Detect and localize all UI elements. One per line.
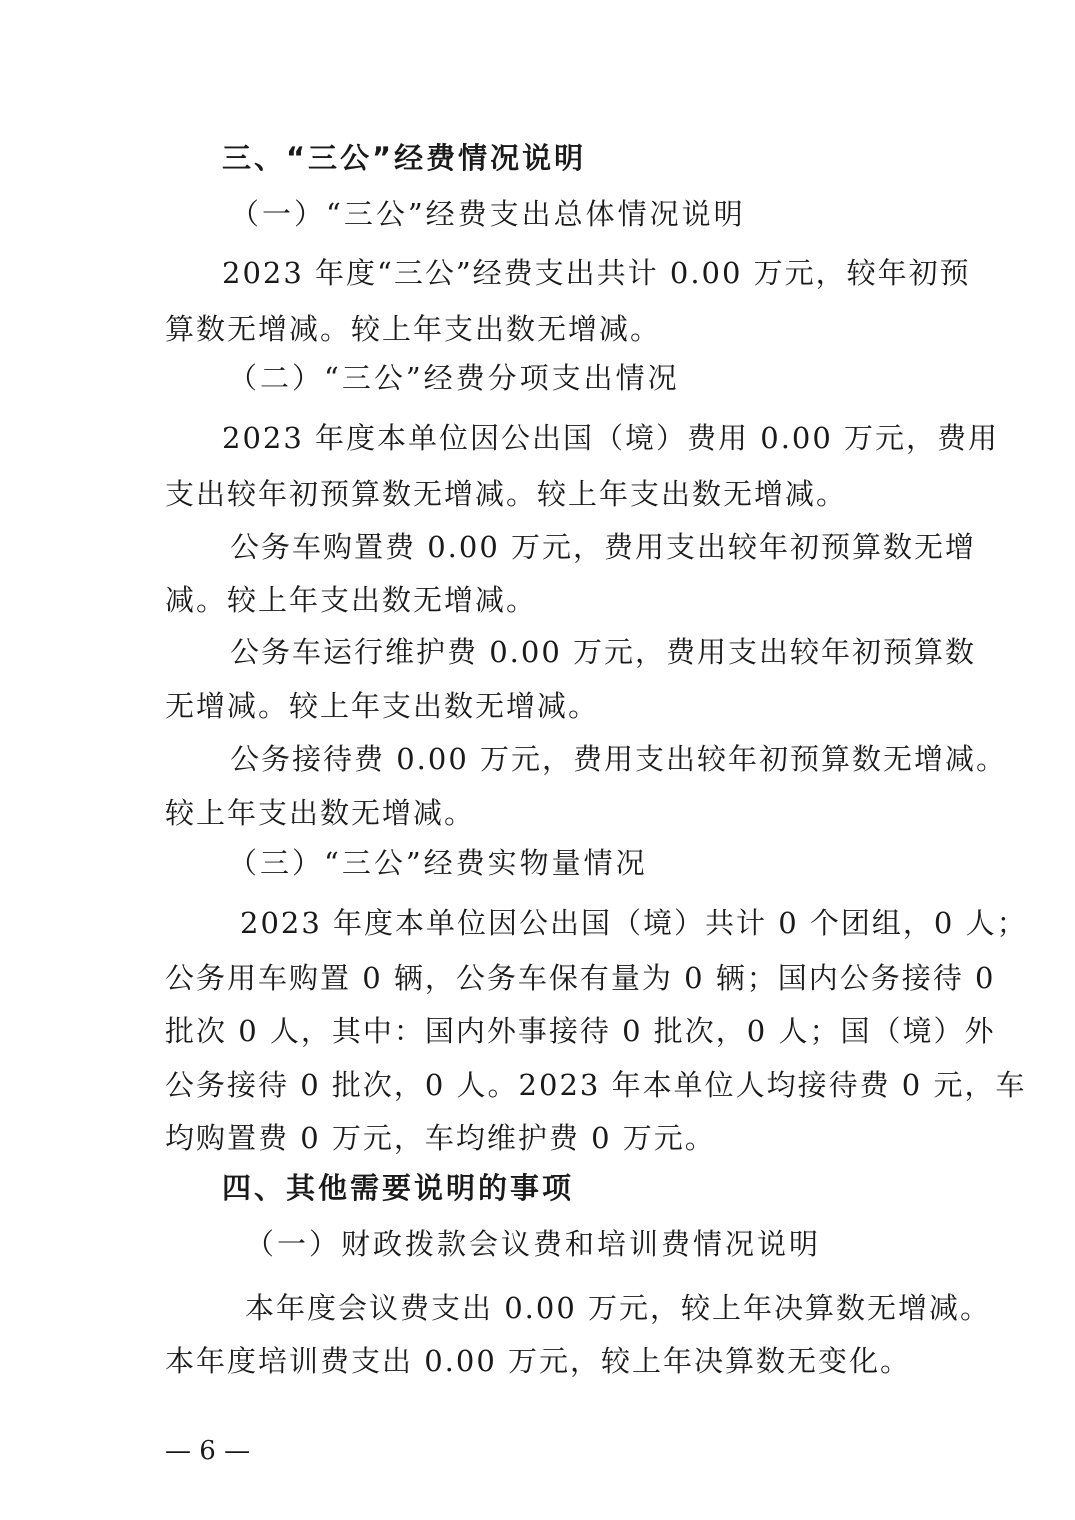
paragraph-line: 2023 年度本单位因公出国（境）费用 0.00 万元，费用 bbox=[222, 421, 1000, 455]
paragraph-line: 支出较年初预算数无增减。较上年支出数无增减。 bbox=[165, 477, 848, 511]
paragraph-line: 均购置费 0 万元，车均维护费 0 万元。 bbox=[165, 1121, 716, 1155]
subsection-title-4-1: （一）财政拨款会议费和培训费情况说明 bbox=[245, 1227, 822, 1261]
paragraph-line: 公务接待费 0.00 万元，费用支出较年初预算数无增减。 bbox=[230, 742, 1008, 776]
subsection-title-3: （三）“三公”经费实物量情况 bbox=[228, 846, 648, 880]
paragraph-line: 公务接待 0 批次，0 人。2023 年本单位人均接待费 0 元，车 bbox=[165, 1068, 1027, 1102]
paragraph-line: 公务车运行维护费 0.00 万元，费用支出较年初预算数 bbox=[230, 635, 977, 669]
paragraph-line: 2023 年度“三公”经费支出共计 0.00 万元，较年初预 bbox=[222, 256, 971, 290]
paragraph-line: 算数无增减。较上年支出数无增减。 bbox=[165, 312, 662, 346]
paragraph-line: 公务用车购置 0 辆，公务车保有量为 0 辆；国内公务接待 0 bbox=[165, 961, 996, 995]
paragraph-line: 批次 0 人，其中：国内外事接待 0 批次，0 人；国（境）外 bbox=[165, 1014, 996, 1048]
section-heading-3: 三、“三公”经费情况说明 bbox=[222, 141, 587, 175]
paragraph-line: 无增减。较上年支出数无增减。 bbox=[165, 689, 600, 723]
subsection-title-1: （一）“三公”经费支出总体情况说明 bbox=[230, 197, 746, 231]
paragraph-line: 本年度培训费支出 0.00 万元，较上年决算数无变化。 bbox=[165, 1344, 912, 1378]
paragraph-line: 较上年支出数无增减。 bbox=[165, 796, 476, 830]
section-heading-4: 四、其他需要说明的事项 bbox=[222, 1171, 575, 1205]
subsection-title-2: （二）“三公”经费分项支出情况 bbox=[228, 361, 680, 395]
paragraph-line: 减。较上年支出数无增减。 bbox=[165, 583, 538, 617]
paragraph-line: 公务车购置费 0.00 万元，费用支出较年初预算数无增 bbox=[230, 530, 977, 564]
page-number: — 6 — bbox=[165, 1436, 251, 1466]
paragraph-line: 本年度会议费支出 0.00 万元，较上年决算数无增减。 bbox=[245, 1291, 992, 1325]
paragraph-line: 2023 年度本单位因公出国（境）共计 0 个团组，0 人； bbox=[240, 906, 1028, 940]
